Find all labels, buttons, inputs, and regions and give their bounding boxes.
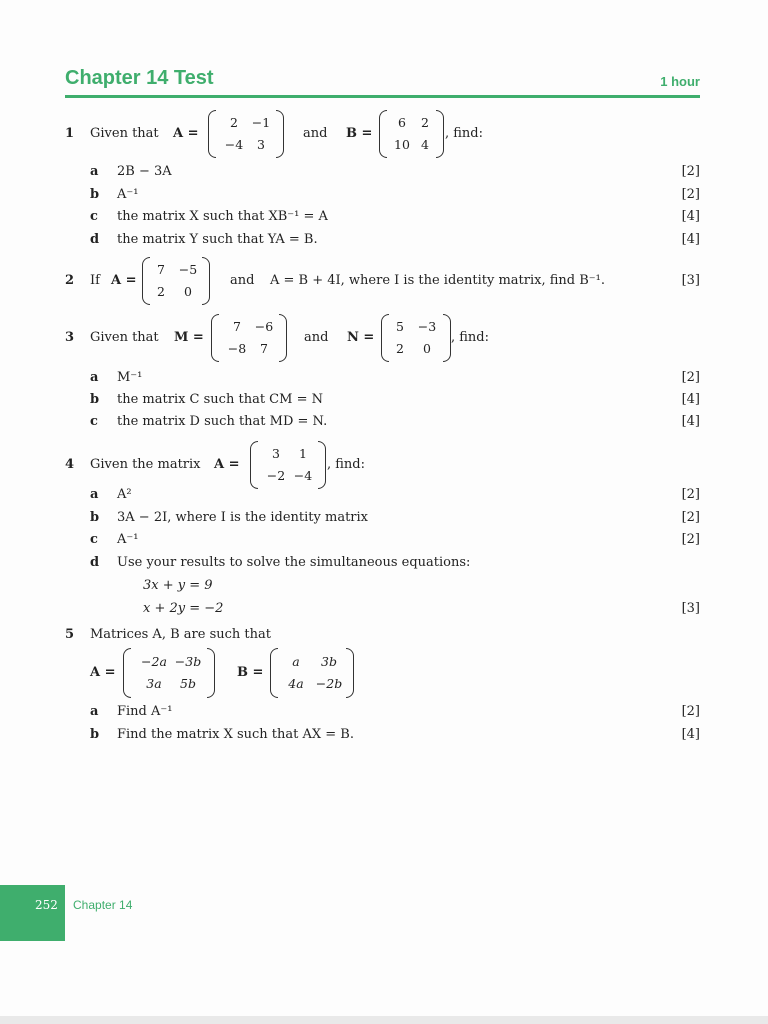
header-rule xyxy=(65,95,700,98)
matrix-label: A = xyxy=(111,273,137,288)
bracket-right xyxy=(279,314,287,362)
matrix-cell: 3 xyxy=(272,446,280,461)
bracket-left xyxy=(270,648,278,698)
footer-chapter: Chapter 14 xyxy=(73,898,133,912)
question-number: 4 xyxy=(65,457,75,472)
bracket-right xyxy=(443,314,451,362)
part-letter: c xyxy=(90,532,98,547)
matrix-cell: 5 xyxy=(396,319,404,334)
conjunction: and xyxy=(304,330,329,345)
question-lead: Matrices A, B are such that xyxy=(90,627,271,642)
part-marks: [4] xyxy=(681,232,700,247)
part-letter: c xyxy=(90,209,98,224)
matrix-cell: 5b xyxy=(180,676,196,691)
bracket-right xyxy=(207,648,215,698)
part-marks: [2] xyxy=(681,187,700,202)
question-lead: Given that xyxy=(90,126,159,141)
part-text: M⁻¹ xyxy=(117,370,143,385)
matrix-cell: −3b xyxy=(174,654,202,669)
bracket-right xyxy=(346,648,354,698)
matrix-label: N = xyxy=(347,330,375,345)
time-allowed: 1 hour xyxy=(660,74,700,89)
part-letter: d xyxy=(90,555,100,570)
part-text: A² xyxy=(117,487,132,502)
bracket-right xyxy=(318,441,326,489)
matrix-cell: 0 xyxy=(423,341,431,356)
matrix-cell: −3 xyxy=(417,319,437,334)
matrix-label: A = xyxy=(90,665,116,680)
part-marks: [4] xyxy=(681,414,700,429)
page-number: 252 xyxy=(35,898,58,912)
matrix-cell: a xyxy=(292,654,300,669)
matrix-cell: 4a xyxy=(288,676,304,691)
matrix-cell: −6 xyxy=(254,319,274,334)
matrix-cell: 2 xyxy=(157,284,165,299)
question-find: , find: xyxy=(445,126,484,141)
matrix-cell: −1 xyxy=(251,115,271,130)
question-number: 3 xyxy=(65,330,75,345)
conjunction: and xyxy=(230,273,255,288)
matrix-cell: −2a xyxy=(141,654,167,669)
question-find: , find: xyxy=(327,457,366,472)
part-text: Find A⁻¹ xyxy=(117,704,173,719)
part-marks: [2] xyxy=(681,704,700,719)
part-marks: [3] xyxy=(681,601,700,616)
matrix-b xyxy=(379,110,444,158)
matrix-label: B = xyxy=(346,126,373,141)
part-letter: b xyxy=(90,392,100,407)
question-number: 5 xyxy=(65,627,75,642)
matrix-a xyxy=(208,110,284,158)
question-find: , find: xyxy=(451,330,490,345)
matrix-n xyxy=(381,314,451,362)
part-text: 3A − 2I, where I is the identity matrix xyxy=(117,510,369,525)
part-marks: [2] xyxy=(681,487,700,502)
matrix-cell: 4 xyxy=(421,137,429,152)
matrix-cell: −2 xyxy=(266,468,286,483)
matrix-cell: 7 xyxy=(157,262,165,277)
question-number: 2 xyxy=(65,273,75,288)
part-marks: [2] xyxy=(681,532,700,547)
matrix-m xyxy=(211,314,287,362)
bracket-left xyxy=(211,314,219,362)
part-text: the matrix C such that CM = N xyxy=(117,392,323,407)
part-marks: [2] xyxy=(681,510,700,525)
matrix-cell: 6 xyxy=(398,115,406,130)
matrix-cell: 3a xyxy=(146,676,162,691)
matrix-cell: 0 xyxy=(184,284,192,299)
question-lead: If xyxy=(90,273,100,288)
matrix-b xyxy=(270,648,354,698)
bracket-left xyxy=(250,441,258,489)
bracket-right xyxy=(202,257,210,305)
matrix-label: M = xyxy=(174,330,204,345)
conjunction: and xyxy=(303,126,328,141)
question-lead: Given the matrix xyxy=(90,457,201,472)
matrix-cell: 7 xyxy=(233,319,241,334)
matrix-cell: −2b xyxy=(315,676,343,691)
part-letter: a xyxy=(90,704,99,719)
part-letter: d xyxy=(90,232,100,247)
part-letter: a xyxy=(90,164,99,179)
matrix-cell: 1 xyxy=(299,446,307,461)
matrix-cell: −8 xyxy=(227,341,247,356)
question-text: A = B + 4I, where I is the identity matrix, find B⁻¹. xyxy=(270,273,605,288)
question-marks: [3] xyxy=(681,273,700,288)
part-letter: c xyxy=(90,414,98,429)
part-text: the matrix Y such that YA = B. xyxy=(117,232,318,247)
part-letter: b xyxy=(90,510,100,525)
part-text: Find the matrix X such that AX = B. xyxy=(117,727,354,742)
part-text: A⁻¹ xyxy=(117,187,139,202)
matrix-cell: 3 xyxy=(257,137,265,152)
part-marks: [4] xyxy=(681,209,700,224)
bracket-left xyxy=(208,110,216,158)
page-bottom-edge xyxy=(0,1016,768,1024)
equation-1: 3x + y = 9 xyxy=(143,578,213,593)
matrix-cell: 2 xyxy=(396,341,404,356)
part-marks: [2] xyxy=(681,164,700,179)
part-letter: b xyxy=(90,727,100,742)
matrix-cell: 3b xyxy=(321,654,337,669)
matrix-a xyxy=(123,648,215,698)
question-number: 1 xyxy=(65,126,75,141)
part-text: Use your results to solve the simultaneous equations: xyxy=(117,555,471,570)
matrix-cell: 2 xyxy=(421,115,429,130)
part-text: the matrix D such that MD = N. xyxy=(117,414,328,429)
chapter-title: Chapter 14 Test xyxy=(65,67,214,89)
part-marks: [4] xyxy=(681,727,700,742)
matrix-cell: −5 xyxy=(178,262,198,277)
matrix-label: B = xyxy=(237,665,264,680)
bracket-left xyxy=(123,648,131,698)
matrix-label: A = xyxy=(173,126,199,141)
bracket-left xyxy=(379,110,387,158)
part-text: A⁻¹ xyxy=(117,532,139,547)
matrix-cell: −4 xyxy=(224,137,244,152)
matrix-cell: −4 xyxy=(293,468,313,483)
part-text: 2B − 3A xyxy=(117,164,172,179)
part-letter: b xyxy=(90,187,100,202)
part-letter: a xyxy=(90,370,99,385)
page-number-tab xyxy=(0,885,65,941)
part-letter: a xyxy=(90,487,99,502)
matrix-a xyxy=(250,441,326,489)
matrix-cell: 10 xyxy=(394,137,410,152)
bracket-right xyxy=(276,110,284,158)
equation-2: x + 2y = −2 xyxy=(143,601,224,616)
matrix-a xyxy=(142,257,210,305)
matrix-label: A = xyxy=(214,457,240,472)
question-lead: Given that xyxy=(90,330,159,345)
part-text: the matrix X such that XB⁻¹ = A xyxy=(117,209,328,224)
matrix-cell: 2 xyxy=(230,115,238,130)
part-marks: [2] xyxy=(681,370,700,385)
part-marks: [4] xyxy=(681,392,700,407)
matrix-cell: 7 xyxy=(260,341,268,356)
